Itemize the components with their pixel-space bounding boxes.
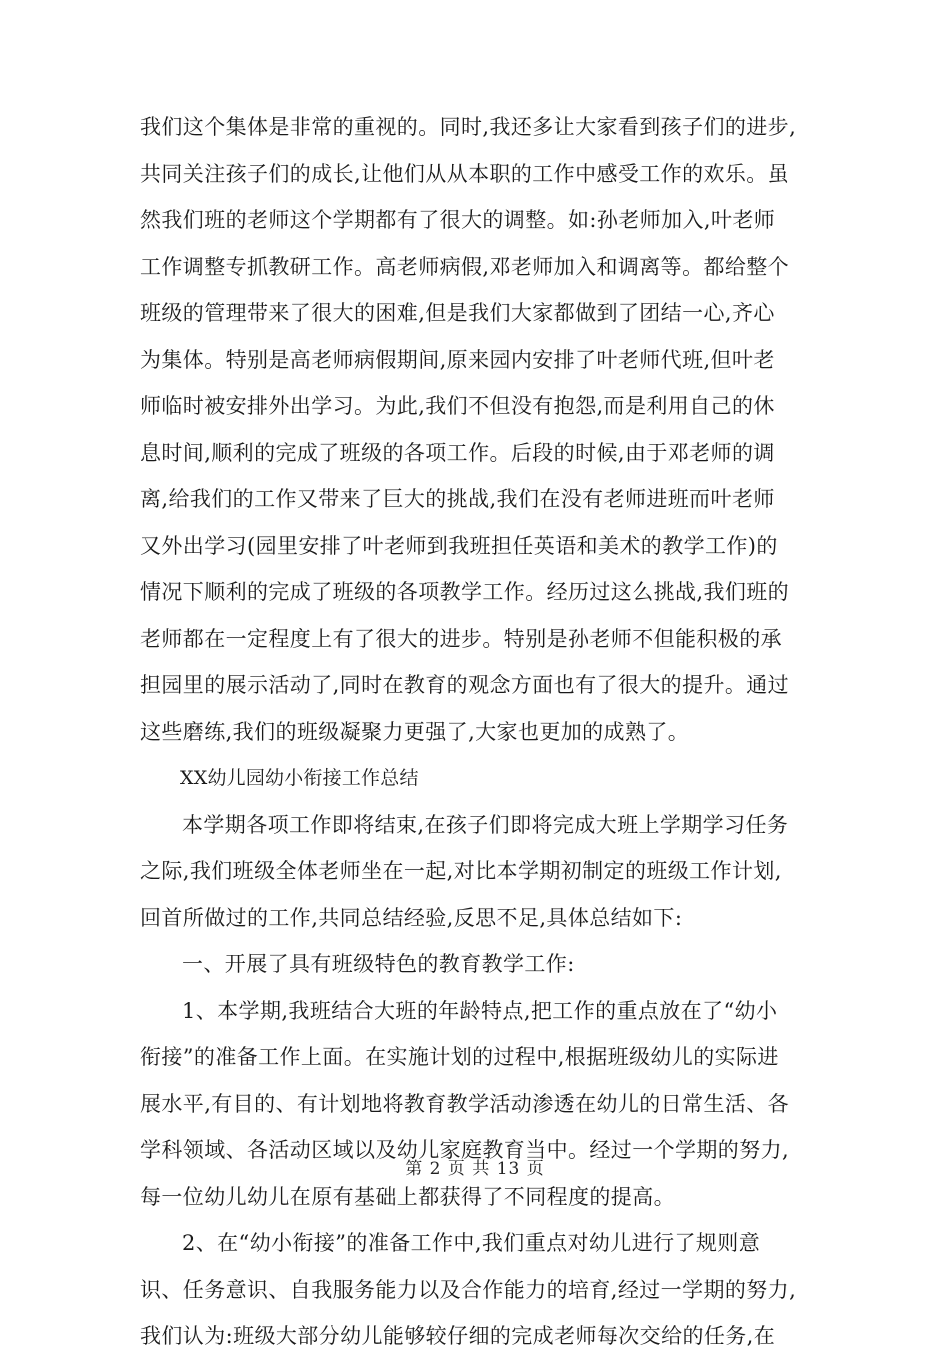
section-heading: 一、开展了具有班级特色的教育教学工作: xyxy=(182,952,575,976)
paragraph-line: 工作调整专抓教研工作。高老师病假,邓老师加入和调离等。都给整个 xyxy=(140,254,790,279)
paragraph-line: 师临时被安排外出学习。为此,我们不但没有抱怨,而是利用自己的休 xyxy=(140,394,775,418)
paragraph-line: 老师都在一定程度上有了很大的进步。特别是孙老师不但能积极的承 xyxy=(140,626,782,651)
page-number-footer: 第 2 页 共 13 页 xyxy=(405,1159,545,1179)
paragraph-line: 息时间,顺利的完成了班级的各项工作。后段的时候,由于邓老师的调 xyxy=(140,440,775,465)
paragraph-line: 回首所做过的工作,共同总结经验,反思不足,具体总结如下: xyxy=(140,905,683,930)
paragraph-line: 之际,我们班级全体老师坐在一起,对比本学期初制定的班级工作计划, xyxy=(140,859,782,883)
paragraph-line: 为集体。特别是高老师病假期间,原来园内安排了叶老师代班,但叶老 xyxy=(140,347,775,372)
paragraph-line: 我们认为:班级大部分幼儿能够较仔细的完成老师每次交给的任务,在 xyxy=(140,1324,776,1348)
paragraph-line: 展水平,有目的、有计划地将教育教学活动渗透在幼儿的日常生活、各 xyxy=(140,1091,790,1116)
paragraph-line: 又外出学习(园里安排了叶老师到我班担任英语和美术的教学工作)的 xyxy=(140,533,778,558)
paragraph-line: 班级的管理带来了很大的困难,但是我们大家都做到了团结一心,齐心 xyxy=(140,301,775,325)
paragraph-line: 2、在“幼小衔接”的准备工作中,我们重点对幼儿进行了规则意 xyxy=(182,1231,761,1255)
section-title: XX幼儿园幼小衔接工作总结 xyxy=(180,767,419,789)
paragraph-line: 我们这个集体是非常的重视的。同时,我还多让大家看到孩子们的进步, xyxy=(140,115,797,139)
paragraph-line: 担园里的展示活动了,同时在教育的观念方面也有了很大的提升。通过 xyxy=(140,673,790,697)
paragraph-line: 衔接”的准备工作上面。在实施计划的过程中,根据班级幼儿的实际进 xyxy=(140,1045,779,1069)
paragraph-line: 每一位幼儿幼儿在原有基础上都获得了不同程度的提高。 xyxy=(140,1184,675,1209)
paragraph-line: 共同关注孩子们的成长,让他们从从本职的工作中感受工作的欢乐。虽 xyxy=(140,161,790,186)
paragraph-line: 本学期各项工作即将结束,在孩子们即将完成大班上学期学习任务 xyxy=(182,812,789,837)
paragraph-line: 离,给我们的工作又带来了巨大的挑战,我们在没有老师进班而叶老师 xyxy=(140,487,775,511)
paragraph-line: 然我们班的老师这个学期都有了很大的调整。如:孙老师加入,叶老师 xyxy=(140,208,776,232)
paragraph-line: 学科领域、各活动区域以及幼儿家庭教育当中。经过一个学期的努力, xyxy=(140,1138,790,1162)
paragraph-line: 情况下顺利的完成了班级的各项教学工作。经历过这么挑战,我们班的 xyxy=(140,580,790,604)
paragraph-line: 1、本学期,我班结合大班的年龄特点,把工作的重点放在了“幼小 xyxy=(182,998,778,1023)
paragraph-line: 这些磨练,我们的班级凝聚力更强了,大家也更加的成熟了。 xyxy=(140,719,690,744)
paragraph-line: 识、任务意识、自我服务能力以及合作能力的培育,经过一学期的努力, xyxy=(140,1277,797,1302)
